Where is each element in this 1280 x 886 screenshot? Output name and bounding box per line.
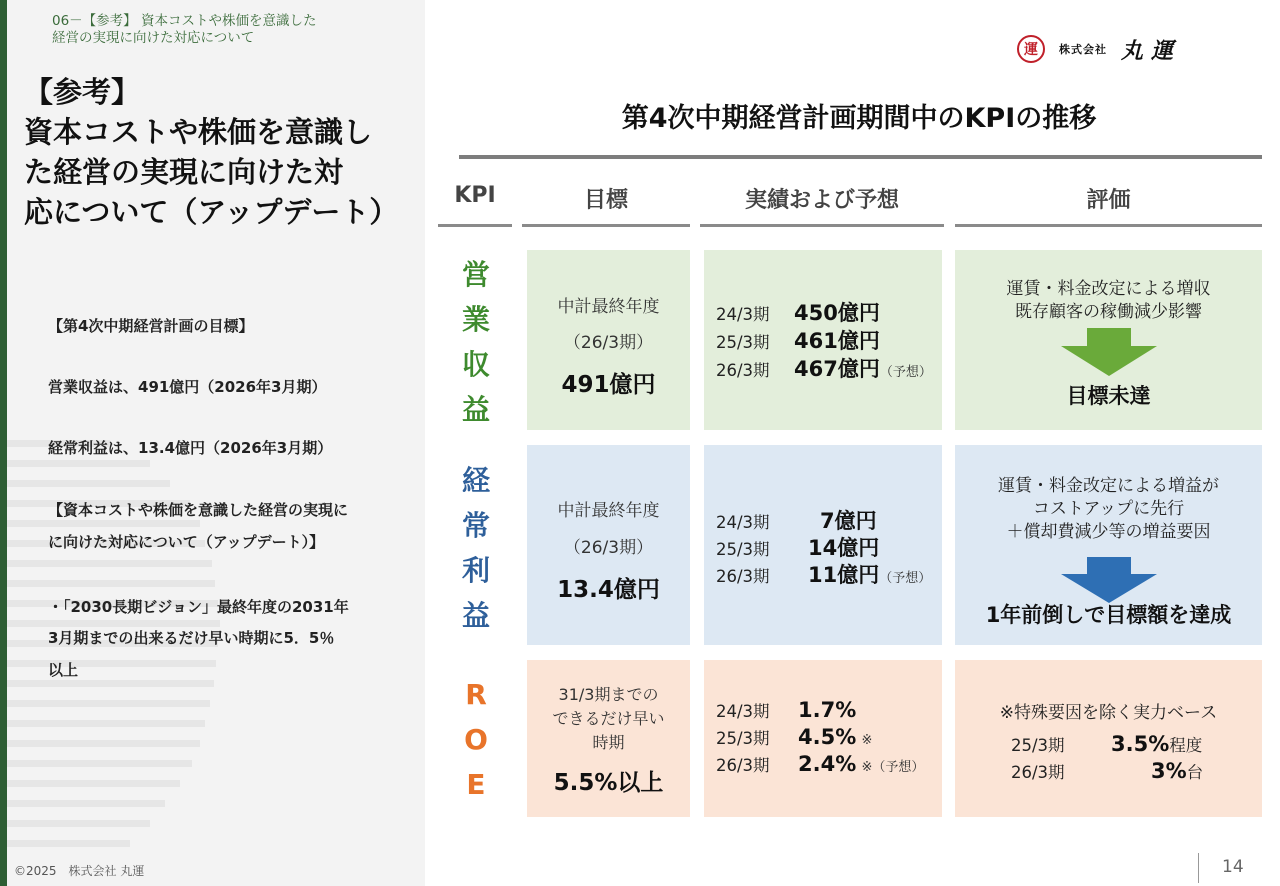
note-capital-heading-1: 【資本コストや株価を意識した経営の実現に bbox=[48, 501, 349, 519]
goal-subtitle: できるだけ早い bbox=[552, 709, 665, 728]
result-value: 14億円 bbox=[808, 536, 880, 560]
goal-cell-roe bbox=[527, 660, 690, 817]
goal-subtitle: 時期 bbox=[592, 733, 625, 752]
logo-company-type: 株式会社 bbox=[1059, 43, 1107, 56]
goal-cell-profit bbox=[527, 445, 690, 645]
result-period: 26/3期 bbox=[716, 756, 770, 775]
row-label-char: E bbox=[466, 768, 486, 801]
result-period: 24/3期 bbox=[716, 702, 770, 721]
row-label-char: 利 bbox=[461, 554, 490, 587]
note-vision-line-2: 3月期までの出来るだけ早い時期に5．5％ bbox=[48, 629, 335, 647]
result-period: 26/3期 bbox=[716, 361, 770, 380]
row-label-char: 営 bbox=[461, 258, 490, 291]
result-line bbox=[716, 325, 880, 355]
note-goal-heading: 【第4次中期経営計画の目標】 bbox=[48, 317, 254, 335]
results-cell-roe bbox=[704, 660, 942, 817]
row-label-char: O bbox=[464, 723, 488, 756]
result-value: 11億円 bbox=[808, 563, 880, 587]
result-period: 24/3期 bbox=[716, 305, 770, 324]
evaluation-suffix: 台 bbox=[1186, 763, 1204, 782]
evaluation-line bbox=[1011, 759, 1203, 783]
section-title-line: 応について（アップデート） bbox=[24, 195, 399, 229]
evaluation-period: 26/3期 bbox=[1011, 763, 1065, 782]
result-period: 25/3期 bbox=[716, 540, 770, 559]
evaluation-cell-revenue bbox=[955, 250, 1262, 430]
evaluation-suffix: 程度 bbox=[1169, 736, 1203, 755]
goal-value: 5.5%以上 bbox=[553, 770, 664, 796]
evaluation-text: ＋償却費減少等の増益要因 bbox=[1006, 522, 1211, 542]
page-title: 第4次中期経営計画期間中のKPIの推移 bbox=[621, 103, 1097, 134]
result-value: 467億円 bbox=[794, 357, 880, 381]
result-line bbox=[716, 353, 932, 383]
breadcrumb-line-2: 経営の実現に向けた対応について bbox=[52, 30, 255, 46]
goal-subtitle: 中計最終年度 bbox=[557, 297, 660, 317]
result-line bbox=[716, 297, 880, 327]
evaluation-cell-roe bbox=[955, 660, 1262, 817]
company-logo bbox=[1017, 34, 1181, 64]
result-note: ※ bbox=[861, 733, 873, 748]
result-period: 26/3期 bbox=[716, 567, 770, 586]
breadcrumb bbox=[52, 13, 316, 47]
result-value: 7億円 bbox=[820, 509, 877, 533]
result-value: 2.4% bbox=[798, 752, 857, 776]
evaluation-text: 既存顧客の稼働減少影響 bbox=[1015, 302, 1202, 322]
goal-value: 491億円 bbox=[561, 372, 656, 398]
evaluation-period: 25/3期 bbox=[1011, 736, 1065, 755]
column-rule bbox=[700, 224, 944, 227]
column-header-kpi: KPI bbox=[454, 183, 496, 208]
result-line bbox=[716, 505, 877, 535]
evaluation-result: 1年前倒しで目標額を達成 bbox=[985, 603, 1232, 627]
row-label-char: R bbox=[465, 678, 487, 711]
result-period: 25/3期 bbox=[716, 333, 770, 352]
column-header-results: 実績および予想 bbox=[744, 188, 899, 213]
row-label-char: 常 bbox=[461, 509, 490, 542]
result-line bbox=[716, 559, 931, 589]
section-title bbox=[24, 72, 414, 232]
row-label-char: 収 bbox=[461, 348, 490, 381]
goal-value: 13.4億円 bbox=[557, 577, 660, 603]
result-note: ※（予想） bbox=[861, 760, 925, 775]
logo-mark-icon: 運 bbox=[1017, 35, 1045, 63]
goal-subtitle: （26/3期） bbox=[563, 538, 654, 558]
result-period: 24/3期 bbox=[716, 513, 770, 532]
goal-subtitle: 中計最終年度 bbox=[557, 501, 660, 521]
left-accent-bar bbox=[0, 0, 7, 886]
arrow-down-icon bbox=[1061, 328, 1157, 376]
section-title-line: た経営の実現に向けた対 bbox=[24, 155, 344, 189]
result-period: 25/3期 bbox=[716, 729, 770, 748]
evaluation-text: 運賃・料金改定による増収 bbox=[1006, 279, 1211, 299]
section-title-line: 【参考】 bbox=[24, 75, 141, 109]
result-line bbox=[716, 698, 856, 722]
arrow-down-icon bbox=[1061, 557, 1157, 603]
goal-subtitle: 31/3期までの bbox=[558, 685, 659, 704]
logo-company-name: 丸運 bbox=[1121, 38, 1182, 64]
results-cell-revenue bbox=[704, 250, 942, 430]
results-cell-profit bbox=[704, 445, 942, 645]
breadcrumb-line-1: 06－【参考】 資本コストや株価を意識した bbox=[52, 13, 317, 29]
evaluation-text: 運賃・料金改定による増益が bbox=[998, 476, 1219, 496]
result-line bbox=[716, 725, 872, 749]
row-label-char: 業 bbox=[461, 303, 490, 336]
page-number-divider bbox=[1198, 853, 1199, 883]
page-number: 14 bbox=[1222, 857, 1244, 877]
result-line bbox=[716, 752, 924, 776]
column-rule bbox=[522, 224, 690, 227]
left-panel bbox=[0, 0, 425, 886]
note-capital-heading-2: に向けた対応について（アップデート）】 bbox=[48, 533, 325, 551]
row-label-char: 経 bbox=[461, 464, 490, 497]
section-title-line: 資本コストや株価を意識し bbox=[24, 115, 373, 149]
evaluation-line bbox=[1011, 732, 1202, 756]
row-label-char: 益 bbox=[461, 599, 490, 632]
column-rule bbox=[438, 224, 512, 227]
result-value: 4.5% bbox=[798, 725, 857, 749]
evaluation-text: ※特殊要因を除く実力ベース bbox=[999, 703, 1218, 723]
copyright: ©2025 株式会社 丸運 bbox=[14, 864, 145, 878]
column-header-goal: 目標 bbox=[583, 188, 628, 213]
goal-cell-revenue bbox=[527, 250, 690, 430]
title-divider bbox=[459, 155, 1262, 159]
goal-subtitle: （26/3期） bbox=[563, 333, 654, 353]
row-label-roe bbox=[451, 672, 501, 807]
evaluation-cell-profit bbox=[955, 445, 1262, 645]
evaluation-value: 3.5% bbox=[1111, 732, 1170, 756]
evaluation-value: 3% bbox=[1151, 759, 1187, 783]
result-value: 1.7% bbox=[798, 698, 857, 722]
result-note: （予想） bbox=[879, 571, 932, 586]
result-value: 450億円 bbox=[794, 301, 880, 325]
note-profit-goal: 経常利益は、13.4億円（2026年3月期） bbox=[48, 439, 333, 457]
row-label-ordinary-profit bbox=[451, 458, 501, 638]
row-label-char: 益 bbox=[461, 393, 490, 426]
column-rule bbox=[955, 224, 1262, 227]
evaluation-result: 目標未達 bbox=[1066, 384, 1151, 408]
note-vision-line-1: ・「2030長期ビジョン」最終年度の2031年 bbox=[48, 598, 349, 616]
column-header-evaluation: 評価 bbox=[1086, 188, 1131, 213]
result-value: 461億円 bbox=[794, 329, 880, 353]
row-label-operating-revenue bbox=[451, 252, 501, 432]
result-note: （予想） bbox=[879, 365, 932, 380]
evaluation-text: コストアップに先行 bbox=[1032, 499, 1185, 519]
result-line bbox=[716, 532, 879, 562]
note-vision-line-3: 以上 bbox=[48, 661, 79, 679]
note-revenue-goal: 営業収益は、491億円（2026年3月期） bbox=[48, 378, 327, 396]
